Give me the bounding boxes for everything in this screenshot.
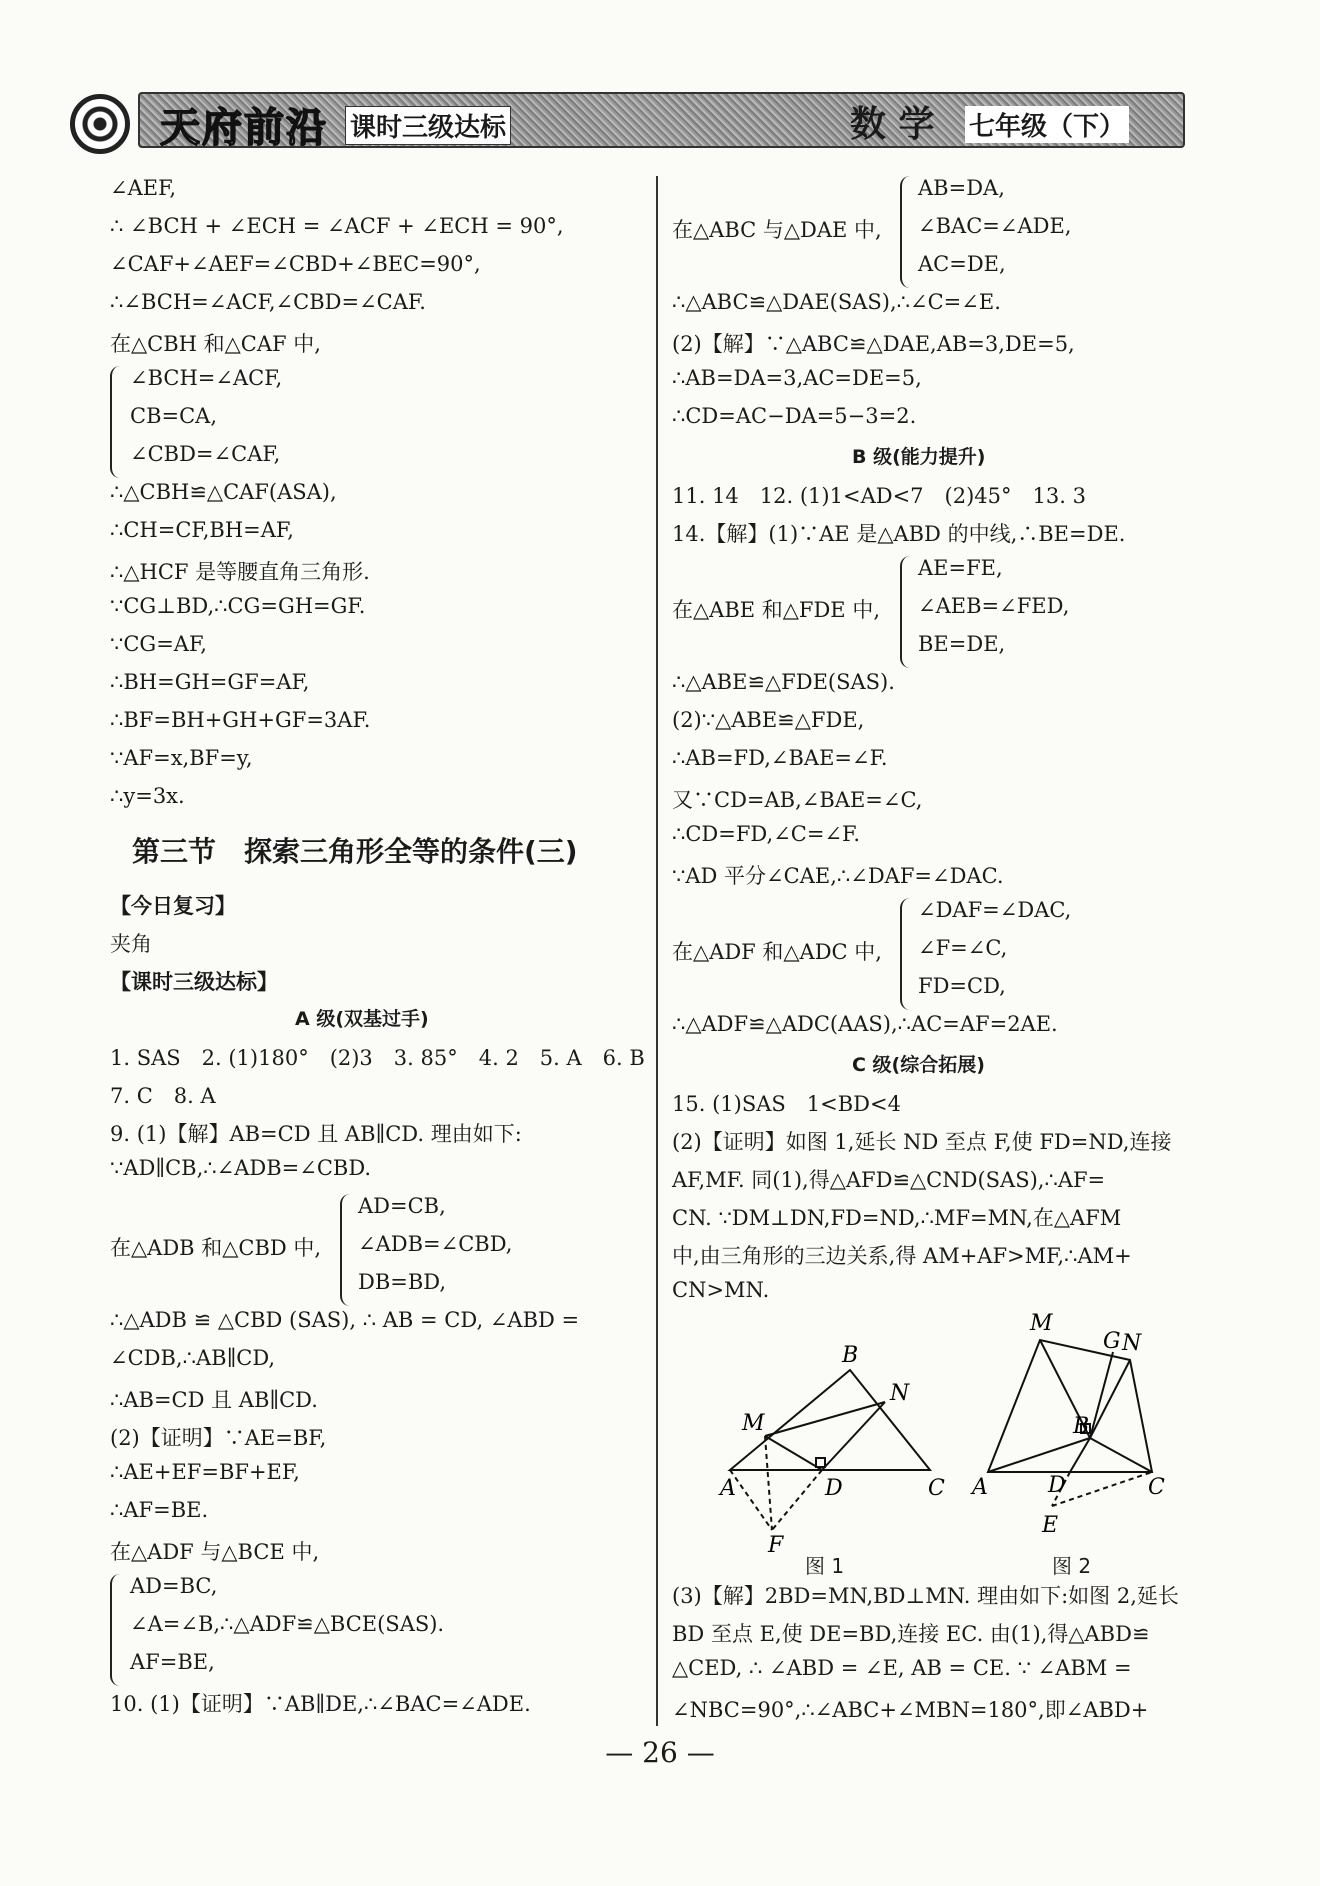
label-c: C [928, 1476, 945, 1501]
text-line: 在△ABC 与△DAE 中, [672, 218, 882, 242]
level-c-heading: C 级(综合拓展) [852, 1054, 985, 1076]
brand-title: 天府前沿 [160, 105, 328, 151]
figure-2-caption: 图 2 [1052, 1554, 1092, 1578]
text-line: ∠NBC=90°,∴∠ABC+∠MBN=180°,即∠ABD+ [672, 1698, 1149, 1722]
text-line: 在△ADF 与△BCE 中, [110, 1540, 320, 1564]
text-line: ∴AB=CD 且 AB∥CD. [110, 1388, 318, 1412]
figure-2 [970, 1300, 1190, 1560]
page-header [70, 88, 1185, 154]
text-line: ∴△ADB ≌ △CBD (SAS), ∴ AB = CD, ∠ABD = [110, 1308, 580, 1332]
text-line: ∴ ∠BCH + ∠ECH = ∠ACF + ∠ECH = 90°, [110, 214, 564, 238]
text-line: BD 至点 E,使 DE=BD,连接 EC. 由(1),得△ABD≌ [672, 1622, 1150, 1646]
section-title: 第三节 探索三角形全等的条件(三) [132, 835, 578, 868]
label-a: A [972, 1475, 988, 1500]
system-line: FD=CD, [918, 974, 1006, 998]
brace [110, 1574, 122, 1686]
text-line: (2)【证明】∵AE=BF, [110, 1426, 327, 1450]
label-c: C [1148, 1475, 1165, 1500]
text-line: ∴BH=GH=GF=AF, [110, 670, 310, 694]
system-line: AB=DA, [918, 176, 1005, 200]
label-m: M [1030, 1311, 1053, 1336]
label-n: N [890, 1381, 910, 1406]
text-line: ∵AF=x,BF=y, [110, 746, 253, 770]
text-line: (3)【解】2BD=MN,BD⊥MN. 理由如下:如图 2,延长 [672, 1584, 1179, 1608]
text-line: 10. (1)【证明】∵AB∥DE,∴∠BAC=∠ADE. [110, 1692, 531, 1716]
figure-1-svg [700, 1330, 960, 1560]
system-line: BE=DE, [918, 632, 1006, 656]
label-d: D [1048, 1473, 1066, 1498]
series-title: 课时三级达标 [345, 106, 511, 145]
level-b-heading: B 级(能力提升) [852, 446, 986, 468]
text-line: ∴AB=DA=3,AC=DE=5, [672, 366, 922, 390]
text-line: ∴△CBH≌△CAF(ASA), [110, 480, 337, 504]
text-line: ∠CDB,∴AB∥CD, [110, 1346, 276, 1370]
text-line: ∵AD 平分∠CAE,∴∠DAF=∠DAC. [672, 864, 1004, 888]
figure-1 [700, 1330, 960, 1560]
text-line: 14.【解】(1)∵AE 是△ABD 的中线,∴BE=DE. [672, 522, 1126, 546]
text-line: ∠AEF, [110, 176, 177, 200]
system-line: AF=BE, [130, 1650, 215, 1674]
text-line: ∴△ADF≌△ADC(AAS),∴AC=AF=2AE. [672, 1012, 1058, 1036]
answer-line: 7. C 8. A [110, 1084, 216, 1108]
brace [900, 556, 912, 668]
page-number: — 26 — [605, 1736, 715, 1769]
text-line: ∴△HCF 是等腰直角三角形. [110, 560, 370, 584]
target-logo-icon [70, 94, 130, 154]
system-line: DB=BD, [358, 1270, 447, 1294]
text-line: ∴∠BCH=∠ACF,∠CBD=∠CAF. [110, 290, 426, 314]
text-line: 在△ADB 和△CBD 中, [110, 1236, 322, 1260]
system-line: ∠AEB=∠FED, [918, 594, 1070, 618]
text-line: 15. (1)SAS 1<BD<4 [672, 1092, 901, 1116]
label-g: G [1103, 1329, 1121, 1354]
label-b: B [1073, 1414, 1090, 1439]
system-line: ∠CBD=∠CAF, [130, 442, 281, 466]
label-a: A [720, 1476, 736, 1501]
figure-2-svg [970, 1300, 1190, 1560]
column-divider [656, 176, 658, 1726]
system-line: ∠A=∠B,∴△ADF≌△BCE(SAS). [130, 1612, 445, 1636]
figure-1-caption: 图 1 [805, 1554, 845, 1578]
brace [900, 176, 912, 288]
system-line: CB=CA, [130, 404, 218, 428]
lesson-heading: 【课时三级达标】 [110, 970, 278, 994]
text-line: ∴AB=FD,∠BAE=∠F. [672, 746, 888, 770]
brace [900, 898, 912, 1010]
text-line: ∵CG⊥BD,∴CG=GH=GF. [110, 594, 366, 618]
text-line: 在△ABE 和△FDE 中, [672, 598, 880, 622]
label-b: B [842, 1343, 859, 1368]
review-heading: 【今日复习】 [110, 894, 236, 918]
text-line: ∠CAF+∠AEF=∠CBD+∠BEC=90°, [110, 252, 481, 276]
text-line: 在△CBH 和△CAF 中, [110, 332, 321, 356]
label-e: E [1042, 1513, 1059, 1538]
system-line: AD=CB, [358, 1194, 446, 1218]
text-line: ∴△ABC≌△DAE(SAS),∴∠C=∠E. [672, 290, 1001, 314]
system-line: AE=FE, [918, 556, 1003, 580]
text-line: △CED, ∴ ∠ABD = ∠E, AB = CE. ∵ ∠ABM = [672, 1656, 1132, 1680]
answer-line: 1. SAS 2. (1)180° (2)3 3. 85° 4. 2 5. A 6. B [110, 1046, 645, 1070]
system-line: AC=DE, [918, 252, 1006, 276]
text-line: ∴CD=AC−DA=5−3=2. [672, 404, 917, 428]
text-line: ∵CG=AF, [110, 632, 207, 656]
system-line: AD=BC, [130, 1574, 218, 1598]
text-line: 中,由三角形的三边关系,得 AM+AF>MF,∴AM+ [672, 1244, 1132, 1268]
text-line: ∴y=3x. [110, 784, 185, 808]
text-line: (2)【证明】如图 1,延长 ND 至点 F,使 FD=ND,连接 [672, 1130, 1172, 1154]
answer-line: 11. 14 12. (1)1<AD<7 (2)45° 13. 3 [672, 484, 1086, 508]
system-line: ∠F=∠C, [918, 936, 1008, 960]
text-line: ∴CH=CF,BH=AF, [110, 518, 294, 542]
grade-label: 七年级（下） [965, 106, 1129, 143]
review-answer: 夹角 [110, 932, 152, 956]
text-line: ∴CD=FD,∠C=∠F. [672, 822, 861, 846]
system-line: ∠BAC=∠ADE, [918, 214, 1072, 238]
label-f: F [768, 1533, 784, 1558]
text-line: 又∵CD=AB,∠BAE=∠C, [672, 788, 923, 812]
text-line: (2)∵△ABE≌△FDE, [672, 708, 865, 732]
text-line: ∴AE+EF=BF+EF, [110, 1460, 300, 1484]
subject-title: 数 学 [850, 104, 935, 145]
level-a-heading: A 级(双基过手) [295, 1008, 429, 1030]
text-line: 9. (1)【解】AB=CD 且 AB∥CD. 理由如下: [110, 1122, 522, 1146]
system-line: ∠ADB=∠CBD, [358, 1232, 513, 1256]
brace [110, 366, 122, 478]
text-line: AF,MF. 同(1),得△AFD≌△CND(SAS),∴AF= [672, 1168, 1106, 1192]
system-line: ∠BCH=∠ACF, [130, 366, 283, 390]
text-line: CN. ∵DM⊥DN,FD=ND,∴MF=MN,在△AFM [672, 1206, 1122, 1230]
text-line: (2)【解】∵△ABC≌△DAE,AB=3,DE=5, [672, 332, 1075, 356]
text-line: ∴△ABE≌△FDE(SAS). [672, 670, 895, 694]
text-line: ∴AF=BE. [110, 1498, 209, 1522]
text-line: CN>MN. [672, 1278, 770, 1302]
label-d: D [825, 1476, 843, 1501]
text-line: 在△ADF 和△ADC 中, [672, 940, 882, 964]
label-n: N [1122, 1331, 1142, 1356]
label-m: M [742, 1411, 765, 1436]
brace [340, 1194, 352, 1306]
text-line: ∴BF=BH+GH+GF=3AF. [110, 708, 371, 732]
system-line: ∠DAF=∠DAC, [918, 898, 1072, 922]
text-line: ∵AD∥CB,∴∠ADB=∠CBD. [110, 1156, 372, 1180]
